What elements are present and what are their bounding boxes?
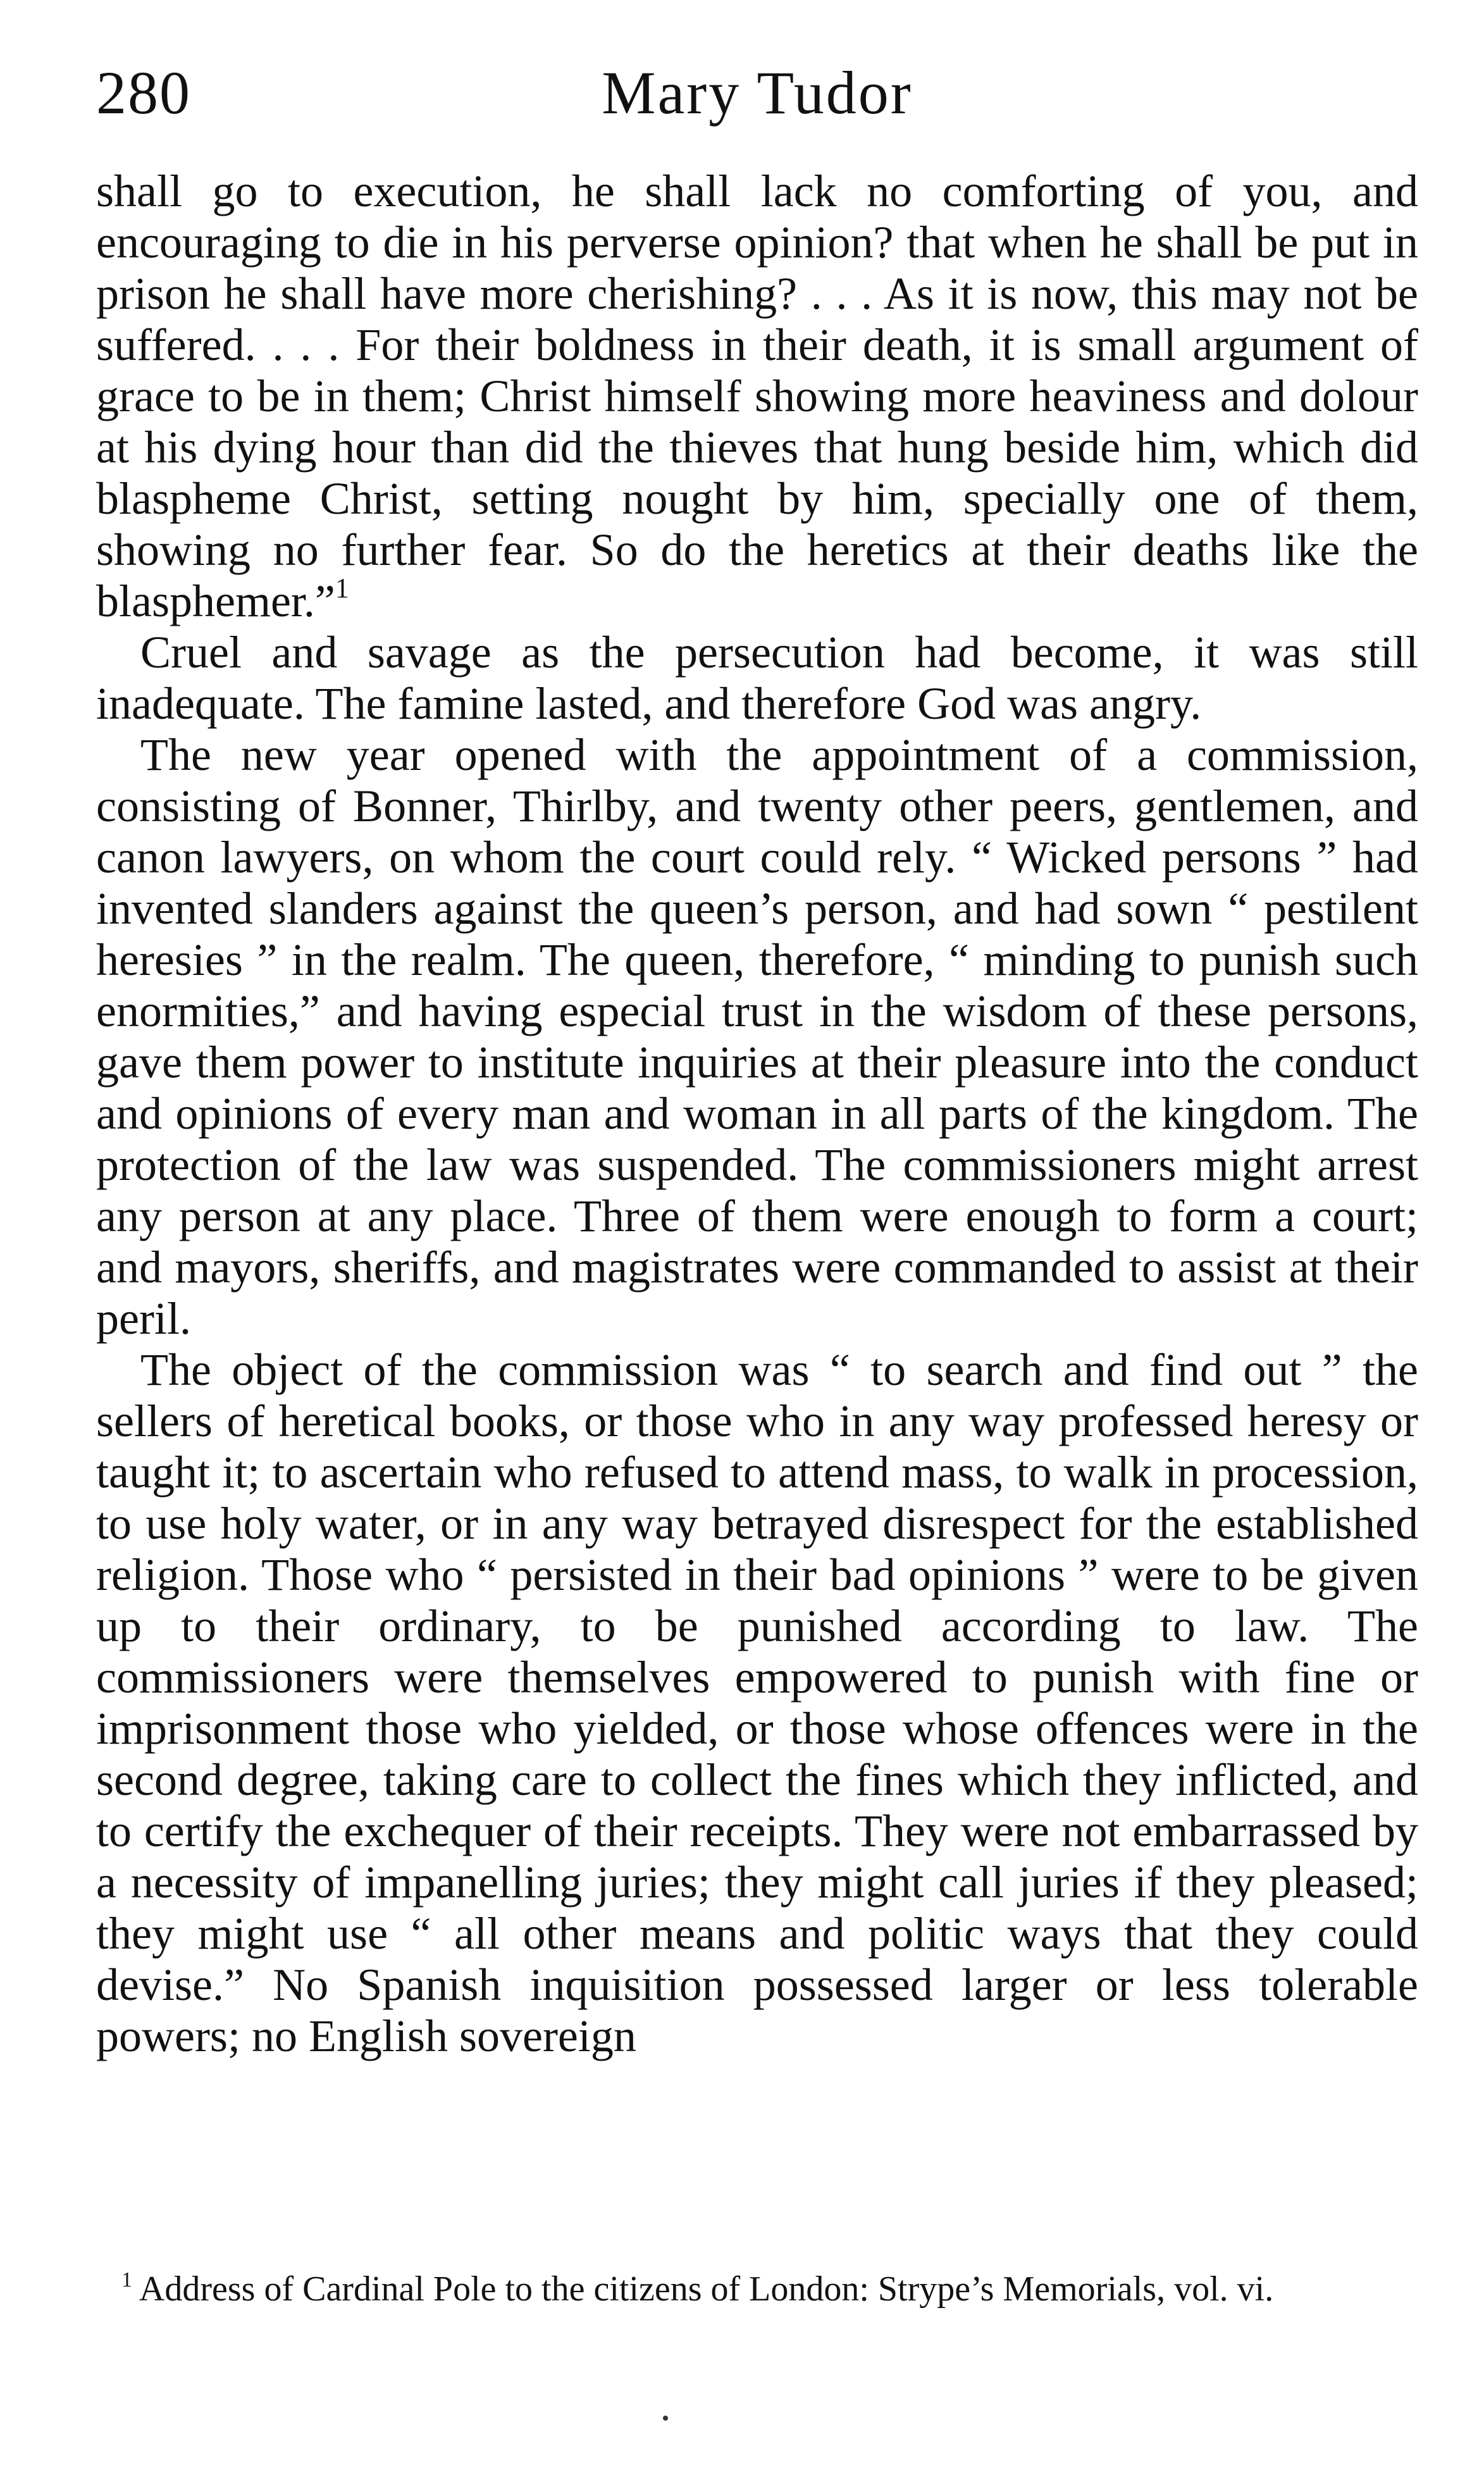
footnote-reference: 1 [335,573,349,604]
page-number: 280 [96,59,191,127]
paragraph-2: Cruel and savage as the persecution had become, it was still inadequate. The famine lasted, and therefore God was angry. [96,627,1418,729]
paragraph-3: The new year opened with the appointment of a commission, consisting of Bonner, Thirlby, and twenty other peers, gentlemen, and canon lawyers, on whom the court could rely. “ Wicked persons ” had invented slanders against the queen’s person, and had sown “ pestilent heresies ” in the realm. The queen, therefore, “ minding to punish such enormities,” and having especial trust in the wisdom of these persons, gave them power to institute inquiries at their pleasure into the conduct and opinions of every man and woman in all parts of the kingdom. The protection of the law was suspended. The commissioners might arrest any person at any place. Three of them were enough to form a court; and mayors, sheriffs, and magistrates were commanded to assist at their peril. [96,729,1418,1344]
printer-dot [663,2416,668,2421]
paragraph-4: The object of the commission was “ to search and find out ” the sellers of heretical books, or those who in any way professed heresy or taught it; to ascertain who refused to attend mass, to walk in procession, to use holy water, or in any way betrayed disrespect for the established religion. Those who “ persisted in their bad opinions ” were to be given up to their ordinary, to be punished according to law. The commissioners were themselves empowered to punish with fine or imprisonment those who yielded, or those whose offences were in the second degree, taking care to collect the fines which they inflicted, and to certify the exchequer of their receipts. They were not embarrassed by a necessity of impanelling juries; they might call juries if they pleased; they might use “ all other means and politic ways that they could devise.” No Spanish inquisition possessed larger or less tolerable powers; no English sovereign [96,1344,1418,2061]
page-header [96,58,1418,140]
body-text [96,166,1418,2062]
book-page [96,0,1418,2470]
footnote-text: Address of Cardinal Pole to the citizens of London: Strype’s Memorials, vol. vi. [139,2269,1274,2309]
paragraph-1-text: shall go to execution, he shall lack no comforting of you, and encouraging to die in his perverse opinion? that when he shall be put in prison he shall have more cherishing? . . . As it is now, this may not be suffered. . . . For their boldness in their death, it is small argument of grace to be in them; Christ himself showing more heaviness and dolour at his dying hour than did the thieves that hung beside him, which did blaspheme Christ, setting nought by him, specially one of them, showing no further fear. So do the heretics at their deaths like the blasphemer.” [96,166,1418,626]
footnote-marker: 1 [121,2268,132,2292]
paragraph-1 [96,166,1418,627]
footnote [96,2270,1418,2308]
running-title: Mary Tudor [602,59,913,127]
